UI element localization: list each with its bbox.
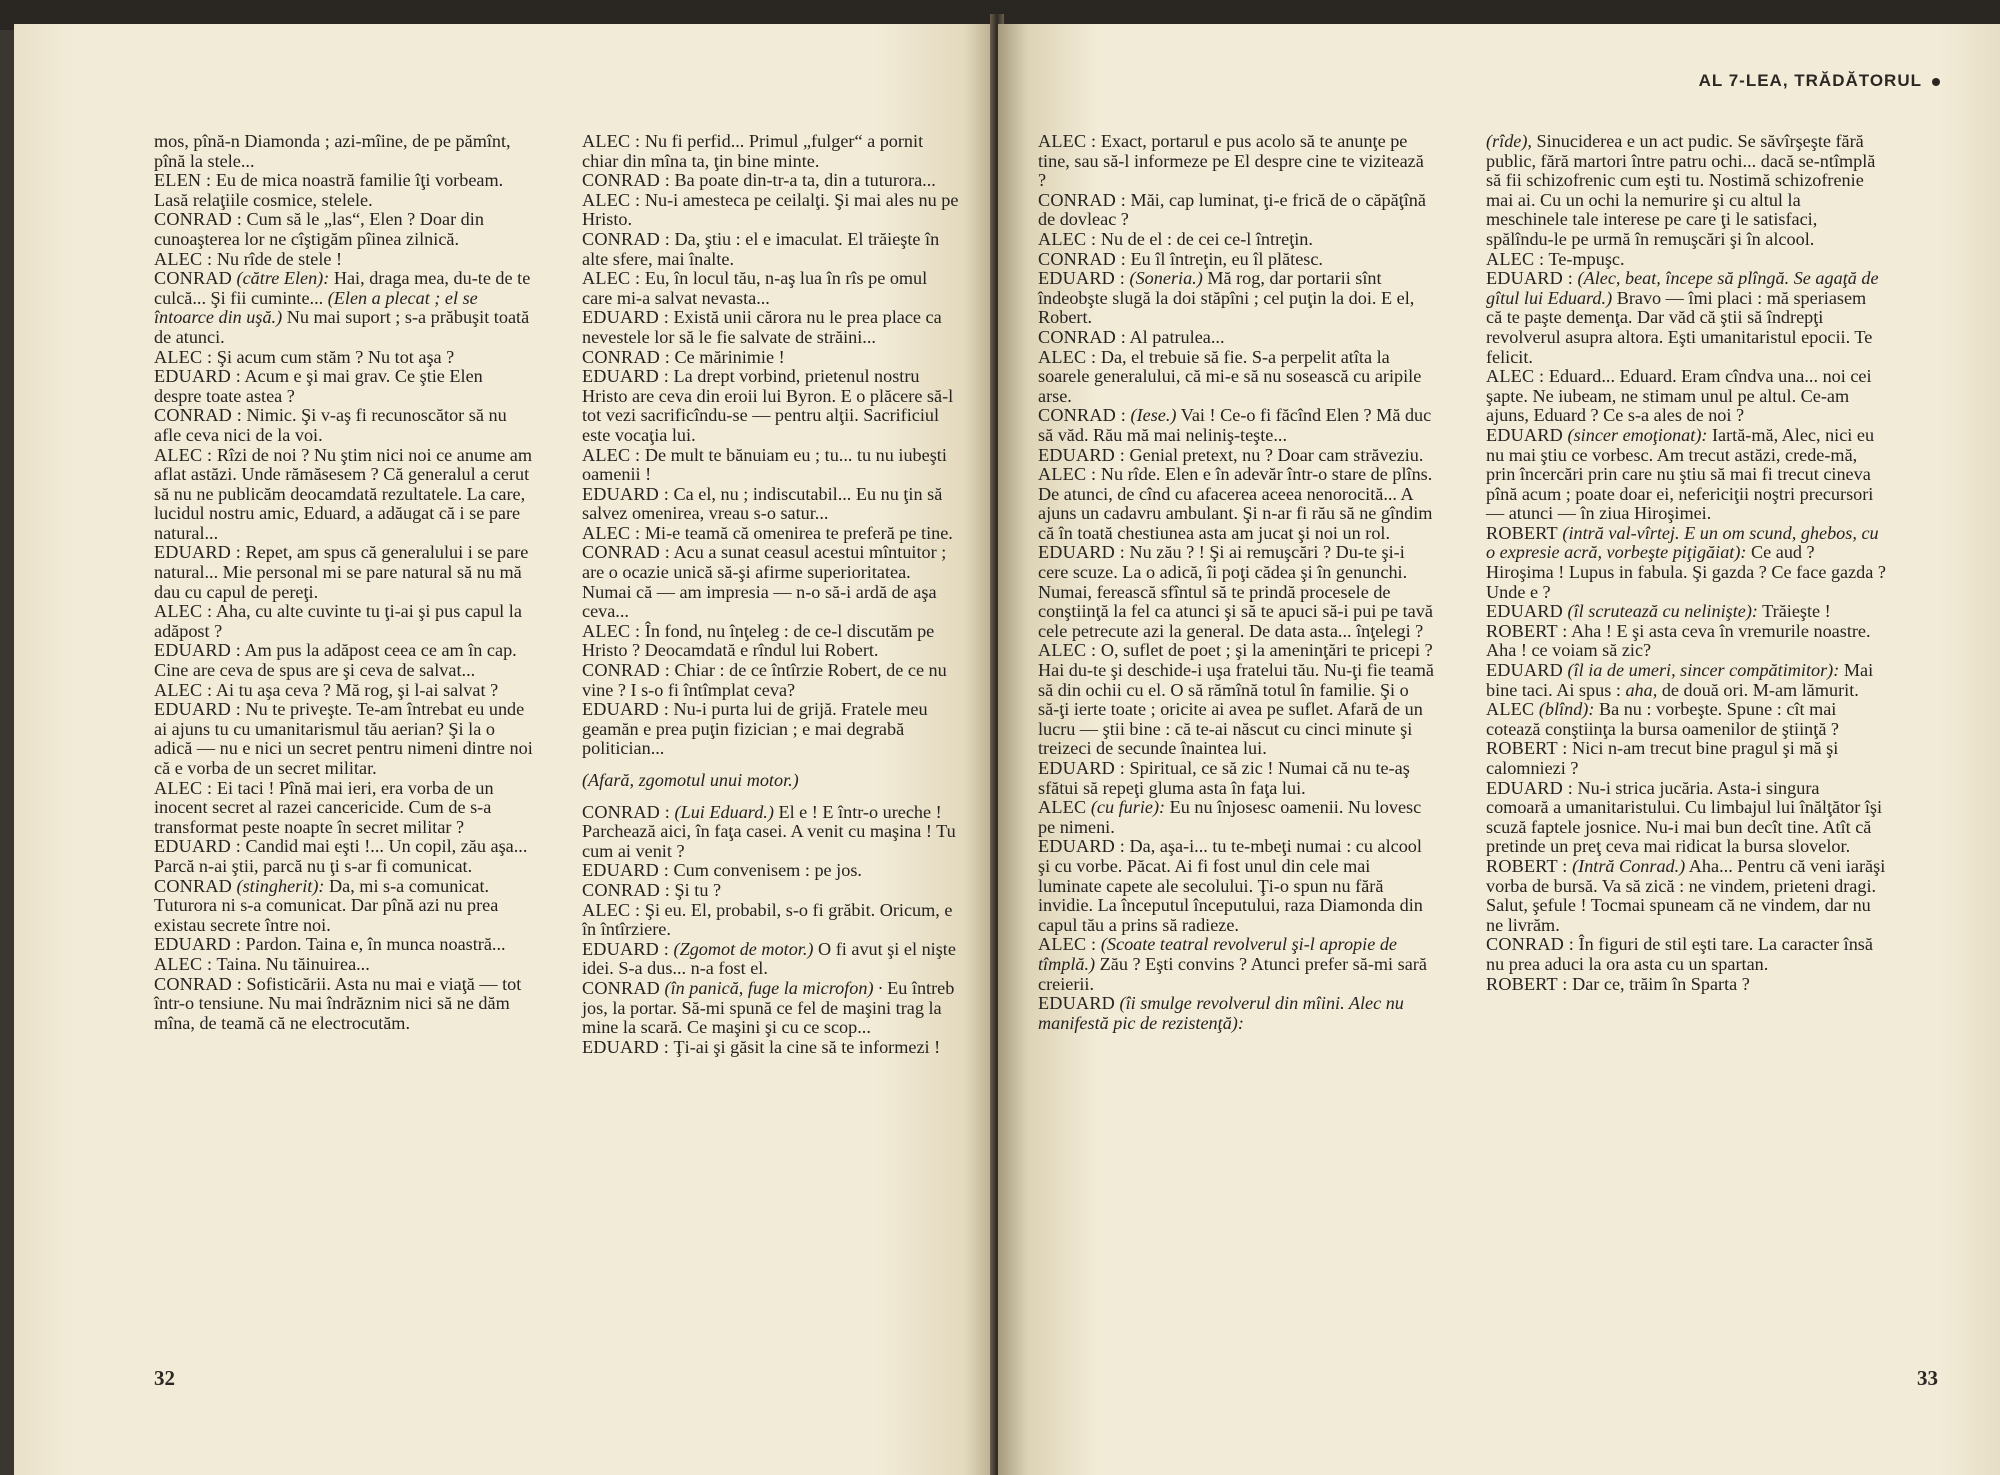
stage-direction: (Zgomot de motor.) xyxy=(673,938,814,959)
speaker-name: ALEC : xyxy=(154,601,213,622)
speaker-name: ALEC : xyxy=(154,679,213,700)
line-text: Nu zău ? ! Şi ai remuşcări ? Du-te şi-i cere scuze. La o adică, îi poţi cădea şi în genunchi. Numai, ferească sfîntul să te prindă procesele de conştiinţă la fel ca atunci şi să te apuci să-i pui pe tavă cele petrecute azi la general. De data asta... înţelegi ? xyxy=(1038,542,1433,641)
stage-direction: (stingherit): xyxy=(236,875,325,896)
stage-direction: (îi smulge revolverul din mîini. Alec nu manifestă pic de rezistenţă): xyxy=(1038,993,1404,1033)
stage-direction: aha, xyxy=(1625,679,1658,700)
speaker-name: ALEC xyxy=(1038,797,1087,818)
speaker-name: CONRAD : xyxy=(1038,248,1126,269)
line-text: Taina. Nu tăinuirea... xyxy=(216,953,370,974)
speaker-name: EDUARD : xyxy=(154,699,241,720)
page-number-right: 33 xyxy=(1917,1366,1938,1390)
speaker-name: EDUARD : xyxy=(1486,777,1573,798)
speaker-name: EDUARD : xyxy=(154,640,241,661)
dialogue-line xyxy=(582,132,962,171)
dialogue-line xyxy=(582,622,962,661)
column-2 xyxy=(582,132,962,1057)
speaker-name: EDUARD : xyxy=(582,699,669,720)
stage-direction: (Scoate teatral revolverul şi-l apropie de tîmplă.) xyxy=(1038,934,1397,974)
speaker-name: CONRAD : xyxy=(582,170,670,191)
line-text: Ei taci ! Pînă mai ieri, era vorba de un inocent secret al razei cancericide. Cum de s-a transformat peste noapte în secret militar ? xyxy=(154,777,494,837)
speaker-name: CONRAD : xyxy=(154,405,242,426)
speaker-name: ALEC : xyxy=(154,346,213,367)
line-text: Bravo — îmi placi : mă speriasem că te paşte demenţa. Dar văd că ştii să îndrepţi revolverul asupra altora. Eşti umanitaristul epocii. Te felicit. xyxy=(1486,287,1873,367)
dialogue-line xyxy=(582,348,962,368)
dialogue-line xyxy=(582,446,962,485)
speaker-name: EDUARD : xyxy=(582,860,669,881)
dialogue-line xyxy=(582,367,962,445)
line-text: Cum convenisem : pe jos. xyxy=(673,860,862,881)
line-text: Aha... Pentru că veni iarăşi vorba de bursă. Va să zică : ne vindem, prieteni dragi. xyxy=(1486,855,1886,896)
speaker-name: ALEC : xyxy=(1038,131,1097,151)
dialogue-line xyxy=(1486,367,1886,426)
line-text: Da, aşa-i... tu te-mbeţi numai : cu alcool şi cu vorbe. Păcat. Ai fi fost unul din cele mai luminate capete ale secolului. Ţi-o spun nu fără invidie. La începutul începutului, raza Diamonda din capul tău a prins să radieze. xyxy=(1038,836,1423,935)
left-page xyxy=(14,24,994,1475)
line-text: Şi eu. El, probabil, s-o fi grăbit. Oricum, e în întîrziere. xyxy=(582,899,953,940)
speaker-name: CONRAD : xyxy=(1486,934,1574,955)
speaker-name: ALEC : xyxy=(1038,464,1097,485)
line-text: Aha ! E şi asta ceva în vremurile noastre. Aha ! ce voiam să zic? xyxy=(1486,620,1871,661)
line-text: Ce aud ? Hiroşima ! Lupus in fabula. Şi gazda ? Ce face gazda ? Unde e ? xyxy=(1486,542,1886,602)
dialogue-line xyxy=(1038,269,1434,328)
speaker-name: ALEC : xyxy=(1486,366,1545,387)
dialogue-line xyxy=(582,940,962,979)
speaker-name: ALEC : xyxy=(154,248,213,269)
speaker-name: CONRAD : xyxy=(582,801,670,822)
dialogue-line xyxy=(154,837,534,876)
line-text: Mă rog, dar portarii sînt îndeobşte slugă la doi stăpîni ; cel puţin la doi. xyxy=(1038,268,1382,308)
speaker-name: ALEC : xyxy=(154,444,213,465)
stage-direction: (blînd): xyxy=(1538,699,1595,720)
speaker-name: ALEC : xyxy=(154,777,213,798)
dialogue-line xyxy=(154,955,534,975)
dialogue-line xyxy=(582,861,962,881)
dialogue-line xyxy=(1486,269,1886,367)
dialogue-line xyxy=(1038,994,1434,1033)
line-text: Mi-e teamă că omenirea te preferă pe tine. xyxy=(644,522,953,543)
speaker-name: EDUARD : xyxy=(1038,758,1125,778)
speaker-name: ROBERT xyxy=(1486,522,1558,543)
line-text: Exact, portarul e pus acolo să te anunţe pe tine, sau să-l informeze pe El despre cine te vizitează ? xyxy=(1038,131,1424,191)
dialogue-line xyxy=(582,700,962,759)
stage-direction: (îl scrutează cu nelinişte): xyxy=(1567,601,1758,622)
line-text: Nu rîde. Elen e în adevăr într-o stare de plîns. De atunci, de cînd cu afacerea aceea nenorocită... A ajuns un cadavru ambulant. Şi n-ar fi rău să ne gîndim că în toată chestiunea asta am jucat şi noi un rol. xyxy=(1038,464,1433,543)
dialogue-line xyxy=(582,979,962,1038)
dialogue-line xyxy=(154,877,534,936)
dialogue-line xyxy=(1486,524,1886,602)
column-3 xyxy=(1038,132,1434,1033)
dialogue-line xyxy=(154,210,534,249)
line-text: Pardon. Taina e, în munca noastră... xyxy=(245,934,506,955)
dialogue-line xyxy=(1038,798,1434,837)
dialogue-line xyxy=(1038,446,1434,466)
line-text: Nimic. Şi v-aş fi recunoscător să nu afle ceva nici de la voi. xyxy=(154,405,507,445)
speaker-name: ALEC : xyxy=(582,522,641,543)
dialogue-line xyxy=(1038,641,1434,759)
dialogue-line xyxy=(1038,406,1434,445)
speaker-name: CONRAD : xyxy=(582,228,670,249)
line-text: Spiritual, ce să zic ! Numai că nu te-aş sfătui să repeţi gluma asta în faţa lui. xyxy=(1038,758,1410,798)
dialogue-line xyxy=(1486,935,1886,974)
line-text: Al patrulea... xyxy=(1129,326,1225,347)
dialogue-line xyxy=(582,1038,962,1058)
dialogue-line xyxy=(1486,602,1886,622)
line-text: În fond, nu înţeleg : de ce-l discutăm pe Hristo ? Deocamdată e rîndul lui Robert. xyxy=(582,620,935,661)
dialogue-line xyxy=(154,641,534,680)
speaker-name: CONRAD : xyxy=(582,879,670,900)
speaker-name: EDUARD : xyxy=(582,307,669,328)
line-text: Eu întreb jos, la portar. Să-mi spună ce fel de maşini trag la mine la scară. Ce maşini şi cu ce scop... xyxy=(582,977,955,1038)
line-text: Ca el, nu ; indiscutabil... Eu nu ţin să salvez omenirea, vreau s-o satur... xyxy=(582,483,943,524)
stage-direction: (Lui Eduard.) xyxy=(674,801,774,822)
line-text: Măi, cap luminat, ţi-e frică de o căpăţînă de dovleac ? xyxy=(1038,189,1426,230)
stage-direction: (Afară, zgomotul unui motor.) xyxy=(582,770,799,790)
speaker-name: EDUARD : xyxy=(582,483,669,504)
dialogue-line xyxy=(582,524,962,544)
dialogue-line xyxy=(1038,935,1434,994)
dialogue-line xyxy=(1038,230,1434,250)
line-text: Nici n-am trecut bine pragul şi mă şi calomniezi ? xyxy=(1486,738,1839,778)
dialogue-line xyxy=(1486,739,1886,778)
line-text: Genial pretext, nu ? Doar cam străveziu. xyxy=(1129,444,1424,465)
line-text: Nu-i strica jucăria. Asta-i singura comoară a umanitaristului. Cu limbajul lui înălţător îşi scuză faptele josnice. Nu-i mai bun decît tine. Atît că pretinde un preţ ceva mai ridicat la bursa slovelor. xyxy=(1486,777,1883,857)
line-text: Nu-i purta lui de grijă. Fratele meu geamăn e prea puţin fizician ; e mai degrabă politician... xyxy=(582,699,928,759)
speaker-name: ALEC : xyxy=(1486,248,1545,269)
speaker-name: EDUARD xyxy=(1486,660,1563,681)
dialogue-line xyxy=(154,700,534,778)
line-text: Cum să le „las“, Elen ? Doar din cunoaşterea lor ne cîştigăm pîinea zilnică. xyxy=(154,209,484,249)
line-text: Eu de mica noastră familie îţi vorbeam. Lasă relaţiile cosmice, stelele. xyxy=(154,170,504,210)
line-text: Zău ? Eşti convins ? Atunci prefer să-mi sară creierii. xyxy=(1038,953,1427,994)
right-page xyxy=(998,24,2000,1475)
dialogue-line xyxy=(1038,132,1434,191)
running-head-title: AL 7-LEA, TRĂDĂTORUL xyxy=(1698,71,1922,90)
speaker-name: CONRAD : xyxy=(1038,405,1126,426)
line-text: Te-mpuşc. xyxy=(1548,248,1625,269)
line-text: Iartă-mă, Alec, nici eu nu mai ştiu ce vorbesc. Am trecut astăzi, crede-mă, prin încercări prin care nu ştiu să mai fi trecut cineva pînă acum ; poate doar ei, nefericiţii noştri precursori — atunci — în ziua Hiroşimei. xyxy=(1486,424,1875,524)
speaker-name: CONRAD xyxy=(154,875,232,896)
speaker-name: EDUARD : xyxy=(582,366,669,387)
speaker-name: EDUARD : xyxy=(154,836,241,857)
bullet-icon xyxy=(1932,78,1940,86)
speaker-name: ALEC : xyxy=(1038,640,1097,661)
dialogue-line xyxy=(1486,700,1886,739)
dialogue-line xyxy=(154,132,534,171)
speaker-name: ALEC : xyxy=(582,444,641,465)
dialogue-line xyxy=(154,602,534,641)
dialogue-line xyxy=(582,771,962,791)
line-text: De mult te bănuiam eu ; tu... tu nu iubeşti oamenii ! xyxy=(582,444,947,485)
dialogue-line xyxy=(582,485,962,524)
dialogue-line xyxy=(1486,132,1886,250)
speaker-name: ALEC : xyxy=(1038,346,1097,367)
line-text: S-a dus... n-a fost el. xyxy=(618,958,768,979)
speaker-name: ROBERT : xyxy=(1486,738,1568,759)
dialogue-line xyxy=(1038,348,1434,407)
line-text: Dar ce, trăim în Sparta ? xyxy=(1572,973,1750,994)
line-text: Ai tu aşa ceva ? Mă rog, şi l-ai salvat ? xyxy=(215,679,499,700)
dialogue-line xyxy=(582,191,962,230)
speaker-name: EDUARD : xyxy=(154,366,241,387)
page-number-left: 32 xyxy=(154,1366,175,1390)
dialogue-line xyxy=(154,543,534,602)
speaker-name: ALEC : xyxy=(582,189,641,210)
dialogue-line xyxy=(154,681,534,701)
stage-direction: (Iese.) xyxy=(1130,405,1177,426)
line-text: de două ori. M-am lămurit. xyxy=(1661,679,1859,700)
speaker-name: ALEC : xyxy=(582,899,641,920)
dialogue-line xyxy=(1038,328,1434,348)
line-text: Da, ştiu : el e imaculat. El trăieşte în alte sfere, mai înalte. xyxy=(582,228,940,269)
dialogue-line xyxy=(1038,837,1434,935)
stage-direction: (sincer emoţionat): xyxy=(1567,424,1708,445)
dialogue-line xyxy=(582,881,962,901)
speaker-name: EDUARD : xyxy=(1486,268,1573,289)
dialogue-line xyxy=(582,661,962,700)
column-1 xyxy=(154,132,534,1033)
speaker-name: ELEN : xyxy=(154,170,212,191)
stage-direction: (Alec, beat, începe să plîngă. Se agaţă de gîtul lui Eduard.) xyxy=(1486,268,1879,308)
line-text: Chiar : de ce întîrzie Robert, de ce nu vine ? I s-o fi întîmplat ceva? xyxy=(582,660,947,700)
dialogue-line xyxy=(1486,779,1886,857)
dialogue-line xyxy=(582,901,962,940)
speaker-name: ALEC : xyxy=(582,620,641,641)
line-text: Nu fi perfid... Primul „fulger“ a pornit chiar din mîna ta, ţin bine minte. xyxy=(582,131,924,171)
line-text: O fi avut şi el nişte idei. xyxy=(582,938,956,979)
line-text: Am pus la adăpost ceea ce am în cap. Cine are ceva de spus are şi ceva de salvat... xyxy=(154,640,517,681)
speaker-name: EDUARD : xyxy=(154,934,241,955)
line-text: Nu mai suport ; s-a prăbuşit toată de atunci. xyxy=(154,307,530,347)
line-text: Ce mărinimie ! xyxy=(674,346,785,367)
running-head xyxy=(1699,71,1940,91)
speaker-name: ROBERT : xyxy=(1486,855,1568,876)
line-text: Vai ! Ce-o fi făcînd Elen ? Mă duc să văd. Rău mă mai neliniş-teşte... xyxy=(1038,405,1432,445)
line-text: Tu cum ai venit ? xyxy=(582,821,956,861)
line-text: Există unii cărora nu le prea place ca nevestele lor să le fie salvate de străini... xyxy=(582,307,942,347)
dialogue-line xyxy=(1486,857,1886,935)
line-text: Eu, în locul tău, n-aş lua în rîs pe omul care mi-a salvat nevasta... xyxy=(582,268,928,308)
speaker-name: ALEC : xyxy=(582,131,641,151)
line-text: Nu de el : de cei ce-l întreţin. xyxy=(1100,228,1313,249)
speaker-name: ALEC : xyxy=(1038,228,1097,249)
dialogue-line xyxy=(582,171,962,191)
line-text: Nu te priveşte. Te-am întrebat eu unde ai ajuns tu cu umanitarismul tău aerian? Şi la o adică — nu e nici un secret pentru nimeni dintre noi că e vorba de un secret militar. xyxy=(154,699,533,778)
stage-direction: (în panică, fuge la microfon) · xyxy=(664,977,883,998)
speaker-name: EDUARD xyxy=(1486,601,1563,622)
dialogue-line xyxy=(154,367,534,406)
line-text: Aha, cu alte cuvinte tu ţi-ai şi pus capul la adăpost ? xyxy=(154,601,522,641)
line-text: Trăieşte ! xyxy=(1762,601,1831,622)
dialogue-line xyxy=(1038,465,1434,543)
dialogue-line xyxy=(154,269,534,347)
line-text: mos, pînă-n Diamonda ; azi-mîine, de pe pămînt, pînă la stele... xyxy=(154,131,511,171)
speaker-name: ALEC : xyxy=(582,268,641,289)
stage-direction: (îl ia de umeri, sincer compătimitor): xyxy=(1567,660,1840,681)
line-text: E el, Robert. xyxy=(1038,287,1415,328)
line-text: Şi acum cum stăm ? Nu tot aşa ? xyxy=(216,346,455,367)
line-text: Repet, am spus că generalului i se pare natural... Mie personal mi se pare natural să nu mă dau cu capul de pereţi. xyxy=(154,542,529,602)
stage-direction: (rîde), xyxy=(1486,131,1532,151)
stage-direction: (cu furie): xyxy=(1090,797,1166,818)
line-text: Nu-i amesteca pe ceilalţi. Şi mai ales nu pe Hristo. xyxy=(582,189,959,230)
stage-direction: (către Elen): xyxy=(236,268,330,289)
stage-direction: (Elen a plecat ; el se întoarce din uşă.) xyxy=(154,287,478,328)
speaker-name: EDUARD xyxy=(1038,993,1115,1014)
line-text: Hai, draga mea, du-te de te culcă... Şi fii cuminte... xyxy=(154,268,531,308)
speaker-name: ALEC : xyxy=(154,953,213,974)
column-4 xyxy=(1486,132,1886,994)
speaker-name: CONRAD : xyxy=(1038,326,1126,347)
speaker-name: EDUARD : xyxy=(1038,444,1125,465)
speaker-name: EDUARD : xyxy=(1038,268,1125,289)
dialogue-line xyxy=(582,803,962,862)
speaker-name: EDUARD xyxy=(1486,424,1563,445)
dialogue-line xyxy=(154,975,534,1034)
stage-direction: (intră val-vîrtej. E un om scund, ghebos, cu o expresie acră, vorbeşte piţigăiat): xyxy=(1486,522,1879,563)
speaker-name: EDUARD : xyxy=(1038,542,1125,563)
line-text: Candid mai eşti !... Un copil, zău aşa... Parcă n-ai ştii, parcă nu ţi s-ar fi comunicat. xyxy=(154,836,528,876)
line-text: Eduard... Eduard. Eram cîndva una... noi cei şapte. Ne iubeam, ne stimam unul pe altul. Ce-am ajuns, Eduard ? Ce s-a ales de noi ? xyxy=(1486,366,1872,426)
speaker-name: CONRAD xyxy=(154,268,232,289)
dialogue-line xyxy=(154,935,534,955)
line-text: La drept vorbind, prietenul nostru Hristo are ceva din eroii lui Byron. E o plăcere să-l tot vezi sacrificîndu-se — pentru alţii. Sacrificiul este vocaţia lui. xyxy=(582,366,954,445)
line-text: Da, mi s-a comunicat. Tuturora ni s-a comunicat. Dar pînă azi nu prea existau secrete între noi. xyxy=(154,875,499,935)
line-text: În figuri de stil eşti tare. La caracter însă nu prea aduci la ora asta cu un spartan. xyxy=(1486,934,1873,974)
dialogue-line xyxy=(1486,622,1886,661)
line-text: Sinuciderea e un act pudic. Se săvîrşeşte fără public, fără martori xyxy=(1486,131,1864,171)
dialogue-line xyxy=(582,269,962,308)
speaker-name: CONRAD : xyxy=(582,542,670,563)
speaker-name: CONRAD : xyxy=(582,660,670,681)
speaker-name: ALEC : xyxy=(1038,934,1097,955)
speaker-name: CONRAD xyxy=(582,977,660,998)
line-text: El e ! E într-o ureche ! Parchează aici, în faţa casei. A venit cu maşina ! xyxy=(582,801,942,842)
line-text: Acum e şi mai grav. Ce ştie Elen despre toate astea ? xyxy=(154,366,483,406)
line-text: Sofisticării. Asta nu mai e viaţă — tot într-o tensiune. Nu mai îndrăznim nici să ne dăm mîna, de teamă că ne electrocutăm. xyxy=(154,973,522,1033)
line-text: Ba nu : vorbeşte. Spune : cît mai cotează conştiinţa la bursa oamenilor de ştiinţă ? xyxy=(1486,699,1840,739)
dialogue-line xyxy=(1038,250,1434,270)
dialogue-line xyxy=(1038,759,1434,798)
dialogue-line xyxy=(582,543,962,621)
speaker-name: EDUARD : xyxy=(1038,836,1125,857)
speaker-name: EDUARD : xyxy=(154,542,241,563)
dialogue-line xyxy=(154,446,534,544)
dialogue-line xyxy=(154,250,534,270)
speaker-name: CONRAD : xyxy=(154,973,242,994)
line-text: Eu nu înjosesc oamenii. Nu lovesc pe nimeni. xyxy=(1038,797,1422,837)
line-text: Nu rîde de stele ! xyxy=(216,248,343,269)
speaker-name: EDUARD : xyxy=(582,938,669,959)
dialogue-line xyxy=(1486,661,1886,700)
line-text: O, suflet de poet ; şi la ameninţări te pricepi ? Hai du-te şi deschide-i uşa fratelui tău. Nu-ţi fie teamă să din ochii cu el. O să rămînă totul în familie. Şi o să-ţi ierte toate ; oricite ai avea pe suflet. Afară de un lucru — ştii bine : că te-ai născut cu cinci minute şi treizeci de secunde înaintea lui. xyxy=(1038,640,1434,759)
speaker-name: CONRAD : xyxy=(1038,189,1126,210)
dialogue-line xyxy=(1038,191,1434,230)
dialogue-line xyxy=(154,779,534,838)
speaker-name: CONRAD : xyxy=(582,346,670,367)
dialogue-line xyxy=(1486,250,1886,270)
line-text: Da, el trebuie să fie. S-a perpelit atîta la soarele generalului, că mi-e să nu sosească cu aripile arse. xyxy=(1038,346,1422,406)
line-text: Şi tu ? xyxy=(674,879,722,900)
dialogue-line xyxy=(154,171,534,210)
dialogue-line xyxy=(154,406,534,445)
dialogue-line xyxy=(1486,426,1886,524)
dialogue-line xyxy=(582,230,962,269)
line-text: între patru ochi... dacă se-ntîmplă să fii schizofrenic cum eşti tu. Nostimă schizofrenie mai ai. Cu un ochi la nemurire şi cu altul la meschinele tale interese pe care ţi le satisfaci, spălîndu-le pe urmă în remuşcări şi în alcool. xyxy=(1486,150,1876,249)
line-text: Salut, şefule ! Tocmai spuneam că ne vindem, dar nu ne livrăm. xyxy=(1486,895,1871,935)
speaker-name: ROBERT : xyxy=(1486,973,1568,994)
speaker-name: EDUARD : xyxy=(582,1036,669,1057)
stage-direction: (Soneria.) xyxy=(1129,268,1203,289)
stage-direction: (Intră Conrad.) xyxy=(1572,855,1686,876)
line-text: Rîzi de noi ? Nu ştim nici noi ce anume am aflat astăzi. Unde rămăsesem ? Că generalul a cerut să nu ne publicăm deocamdată rezultatele. La care, lucidul nostru amic, Eduard, a adăugat că i se pare natural... xyxy=(154,444,533,543)
line-text: Ba poate din-tr-a ta, din a tuturora... xyxy=(674,170,936,191)
line-text: Mai bine taci. Ai spus : xyxy=(1486,660,1874,700)
dialogue-line xyxy=(154,348,534,368)
dialogue-line xyxy=(1038,543,1434,641)
speaker-name: ALEC xyxy=(1486,699,1535,720)
speaker-name: ROBERT : xyxy=(1486,620,1568,641)
dialogue-line xyxy=(582,308,962,347)
line-text: Eu îl întreţin, eu îl plătesc. xyxy=(1130,248,1323,269)
line-text: Acu a sunat ceasul acestui mîntuitor ; are o ocazie unică să-şi afirme superioritatea. Numai că — am impresia — n-o să-i ardă de aşa ceva... xyxy=(582,542,947,622)
line-text: Ţi-ai şi găsit la cine să te informezi ! xyxy=(673,1036,941,1057)
dialogue-line xyxy=(1486,975,1886,995)
speaker-name: CONRAD : xyxy=(154,209,242,230)
